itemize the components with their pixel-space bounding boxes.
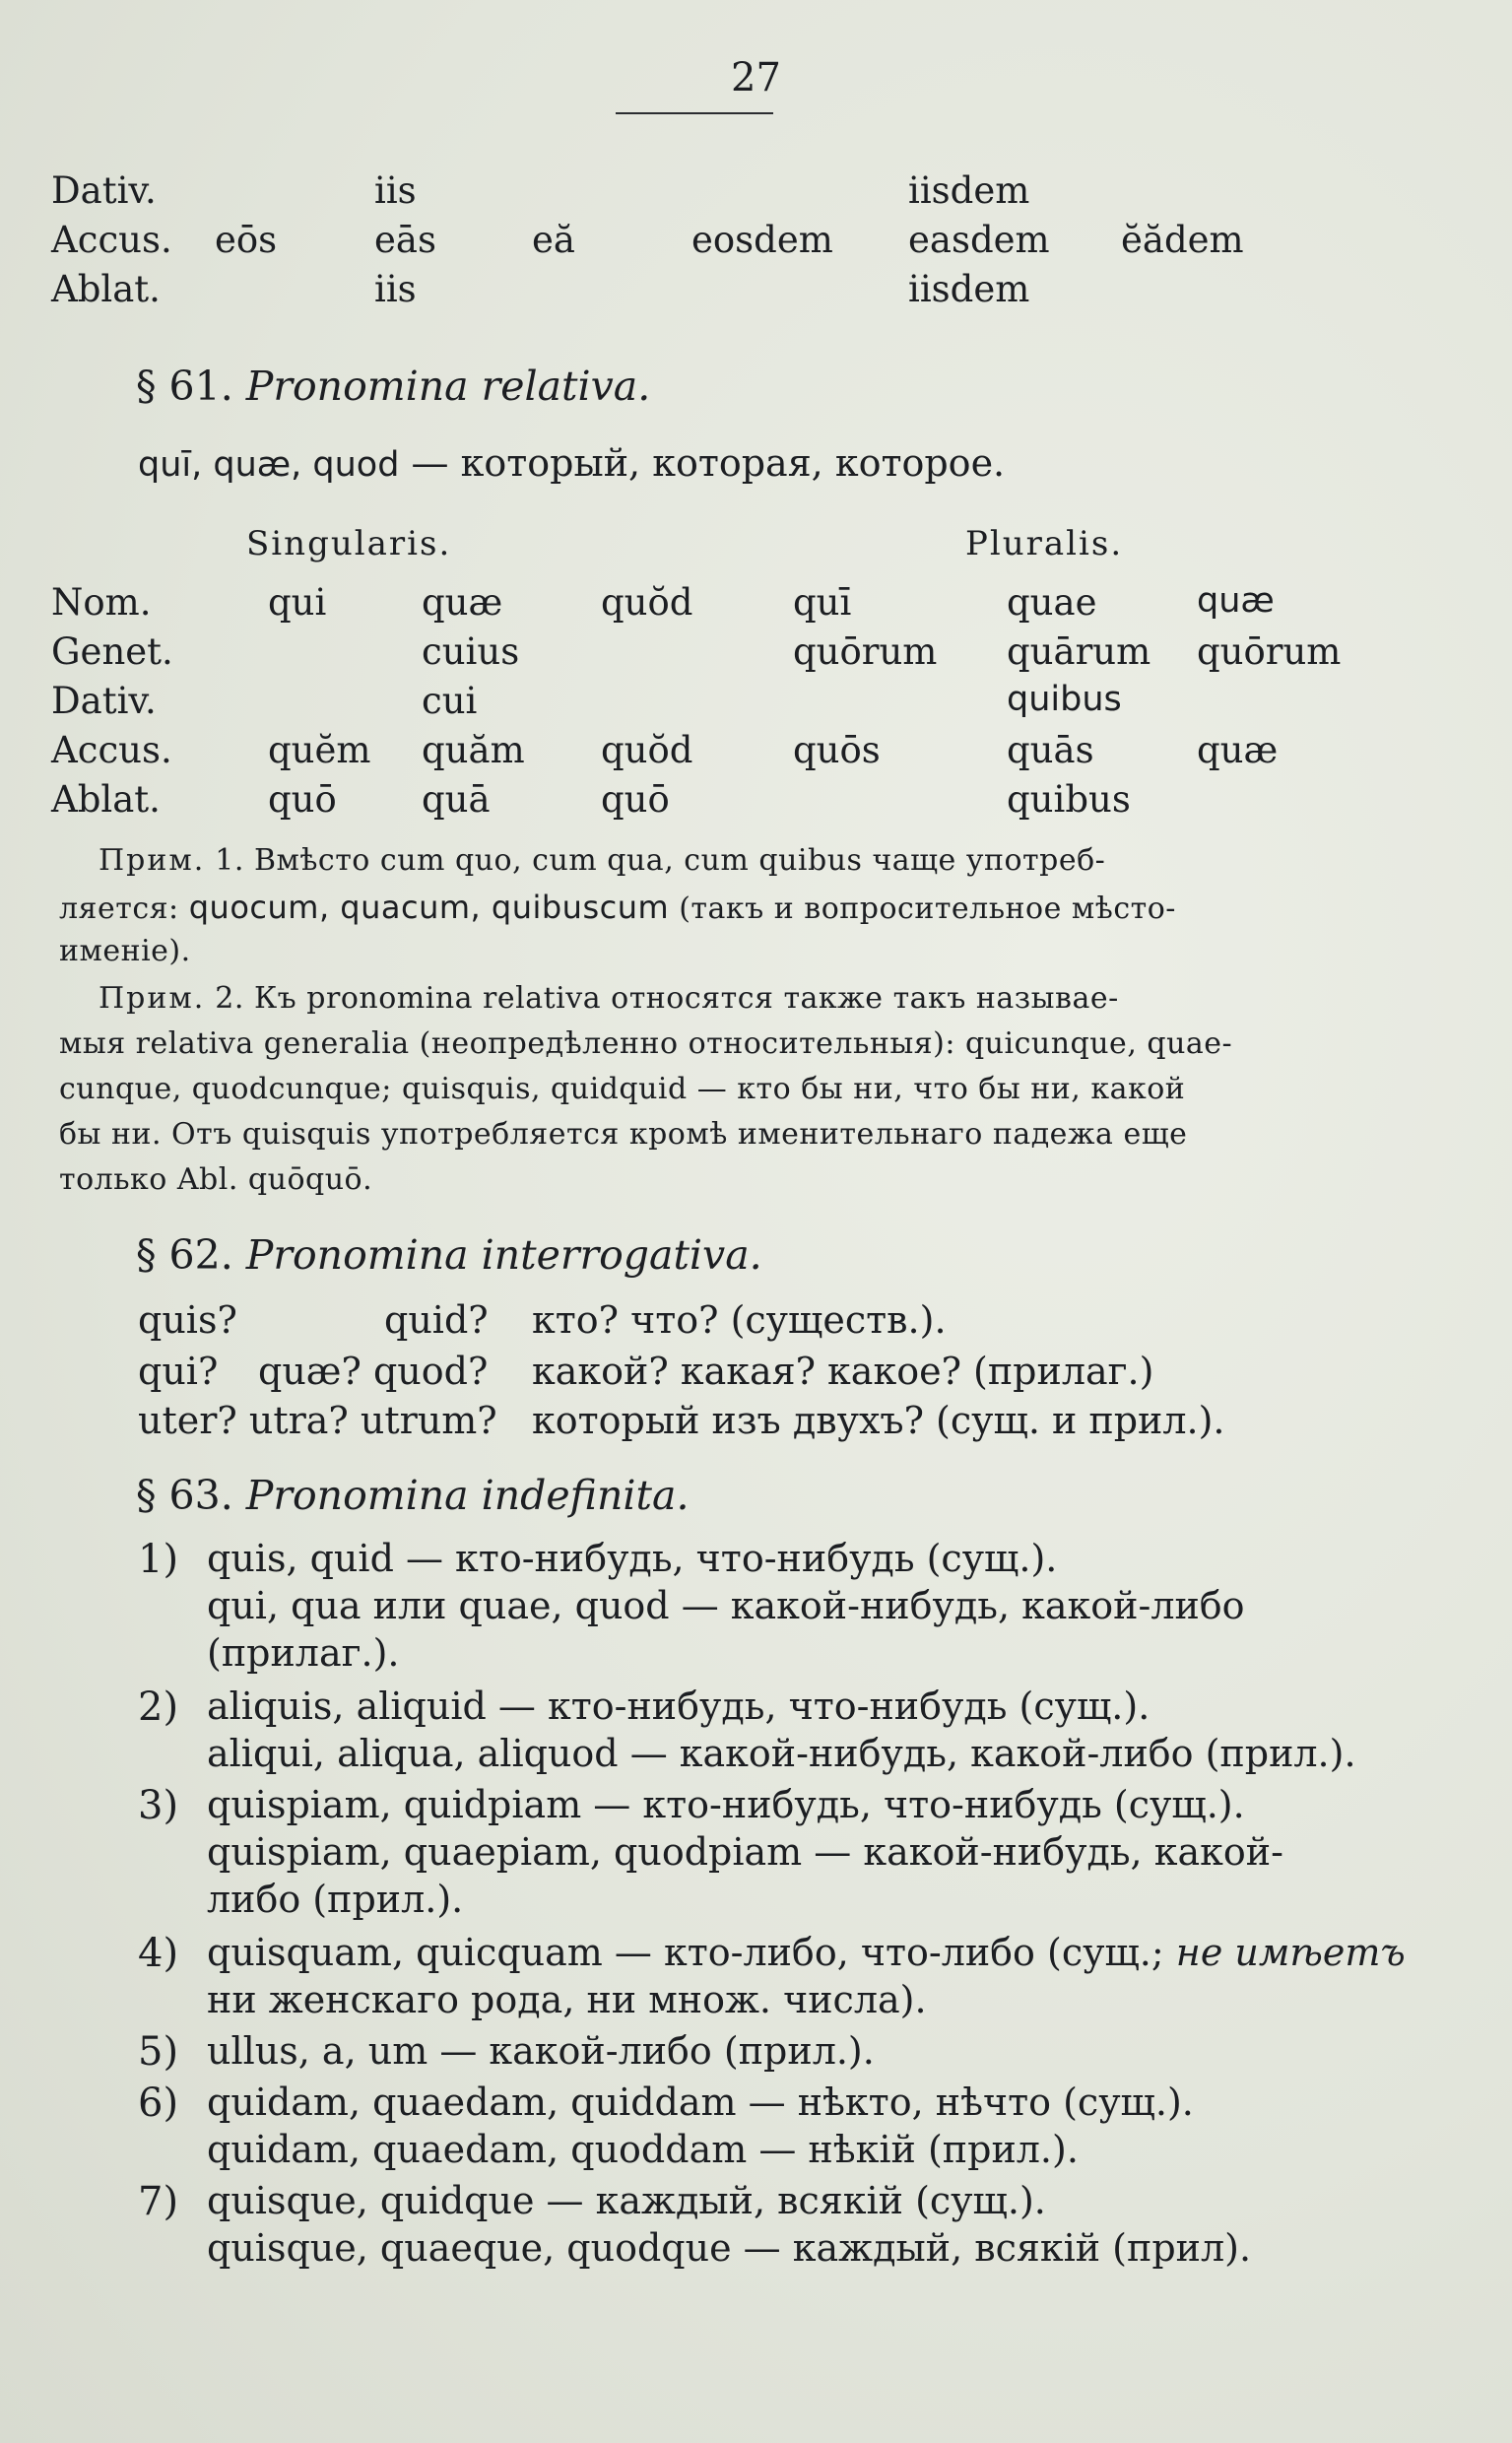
case-label: Dativ.	[51, 169, 157, 212]
table-cell: quārum	[1007, 630, 1151, 673]
latin-forms: quī, quæ, quod	[138, 445, 400, 485]
page-number: 27	[731, 55, 781, 100]
note-1	[59, 843, 1340, 979]
note-text: бы ни. Отъ quisquis употребляется кромѣ именительнаго падежа еще	[59, 1117, 1188, 1152]
note-2	[59, 981, 1340, 1208]
table-cell: quae	[1007, 581, 1097, 624]
table-cell: quō	[268, 778, 337, 821]
table-cell: quŏd	[601, 581, 693, 624]
section-number: § 63.	[136, 1472, 233, 1519]
list-number: 4)	[138, 1931, 179, 1976]
relative-forms-line	[138, 441, 1005, 485]
table-row	[0, 680, 1512, 729]
table-cell: iisdem	[908, 169, 1030, 212]
table-cell: cui	[422, 680, 478, 722]
table-cell: quæ	[1197, 581, 1275, 621]
latin-form: quis?	[138, 1298, 237, 1342]
case-label: Genet.	[51, 630, 173, 673]
table-cell: quibus	[1007, 680, 1122, 719]
table-cell: ĕădem	[1121, 219, 1244, 261]
table-cell: qui	[268, 581, 327, 624]
list-item: quispiam, quidpiam — кто-нибудь, что-нибудь (сущ.).	[207, 1783, 1245, 1826]
table-row	[0, 219, 1512, 268]
list-number: 6)	[138, 2080, 179, 2126]
table-cell: eās	[374, 219, 436, 261]
note-text: мыя relativa generalia (неопредѣленно относительныя): quicunque, quae-	[59, 1026, 1233, 1061]
latin-form: quid?	[384, 1298, 489, 1342]
section-title: Pronomina interrogativa.	[245, 1231, 762, 1279]
note-label: Прим.	[99, 981, 206, 1016]
list-number: 5)	[138, 2029, 179, 2075]
table-cell: iis	[374, 268, 417, 310]
section-title: Pronomina relativa.	[245, 363, 651, 410]
list-item: aliqui, aliqua, aliquod — какой-нибудь, какой-либо (прил.).	[207, 1732, 1356, 1775]
plural-label: Pluralis.	[965, 524, 1124, 563]
table-cell: quæ	[422, 581, 503, 624]
section-61-heading	[136, 363, 650, 410]
table-cell: iisdem	[908, 268, 1030, 310]
case-label: Dativ.	[51, 680, 157, 722]
interrogative-line: uter? utra? utrum?	[138, 1399, 497, 1442]
case-label: Accus.	[51, 219, 172, 261]
interrogative-gloss: какой? какая? какое? (прилаг.)	[532, 1350, 1154, 1393]
note-text: cunque, quodcunque; quisquis, quidquid — кто бы ни, что бы ни, какой	[59, 1072, 1186, 1106]
table-cell: quŏd	[601, 729, 693, 771]
list-item: либо (прил.).	[207, 1878, 464, 1921]
table-cell: quās	[1007, 729, 1094, 771]
case-label: Ablat.	[51, 268, 161, 310]
table-row	[0, 169, 1512, 219]
note-text: 1. Вмѣсто cum quo, cum qua, cum quibus чаще употреб-	[215, 843, 1106, 878]
list-item: quis, quid — кто-нибудь, что-нибудь (сущ.).	[207, 1537, 1058, 1580]
table-cell: quōrum	[793, 630, 938, 673]
section-number: § 62.	[136, 1231, 233, 1279]
list-item: ни женскаго рода, ни множ. числа).	[207, 1978, 927, 2021]
interrogative-line: qui?	[138, 1350, 219, 1393]
list-item-text: quisquam, quicquam — кто-либо, что-либо (сущ.;	[207, 1931, 1164, 1974]
table-cell: quōs	[793, 729, 881, 771]
note-emphasis: quocum, quacum, quibuscum	[188, 889, 670, 926]
table-cell: eosdem	[691, 219, 833, 261]
interrogative-line	[138, 1298, 237, 1342]
list-number: 1)	[138, 1537, 179, 1582]
table-cell: eă	[532, 219, 575, 261]
table-cell: quibus	[1007, 778, 1131, 821]
list-item: aliquis, aliquid — кто-нибудь, что-нибудь (сущ.).	[207, 1684, 1150, 1728]
section-62-heading	[136, 1231, 762, 1279]
list-number: 2)	[138, 1684, 179, 1730]
list-item: quispiam, quaepiam, quodpiam — какой-нибудь, какой-	[207, 1830, 1283, 1874]
list-item: quidam, quaedam, quiddam — нѣкто, нѣчто (сущ.).	[207, 2080, 1194, 2124]
interrogative-line: quæ? quod?	[258, 1350, 489, 1393]
table-cell: quĕm	[268, 729, 371, 771]
table-row	[0, 581, 1512, 630]
singular-label: Singularis.	[246, 524, 452, 563]
table-row	[0, 778, 1512, 827]
list-item: quisque, quidque — каждый, всякій (сущ.).	[207, 2179, 1046, 2222]
note-text: (такъ и вопросительное мѣсто-	[679, 891, 1176, 926]
note-text: 2. Къ pronomina relativa относятся также такъ называе-	[215, 981, 1119, 1016]
list-item: ullus, a, um — какой-либо (прил.).	[207, 2029, 875, 2073]
list-item: qui, qua или quae, quod — какой-нибудь, какой-либо	[207, 1584, 1245, 1627]
interrogative-gloss: который изъ двухъ? (сущ. и прил.).	[532, 1399, 1225, 1442]
list-number: 3)	[138, 1783, 179, 1828]
list-item: quidam, quaedam, quoddam — нѣкій (прил.).	[207, 2128, 1079, 2171]
list-item: quisque, quaeque, quodque — каждый, всякій (прил).	[207, 2226, 1252, 2270]
table-cell: easdem	[908, 219, 1050, 261]
table-cell: quā	[422, 778, 491, 821]
table-row	[0, 630, 1512, 680]
table-cell: cuius	[422, 630, 520, 673]
page-number-rule	[616, 112, 773, 114]
table-row	[0, 729, 1512, 778]
case-label: Ablat.	[51, 778, 161, 821]
russian-gloss: — который, которая, которое.	[411, 441, 1006, 485]
case-label: Nom.	[51, 581, 152, 624]
note-text: только Abl. quōquō.	[59, 1162, 373, 1197]
table-cell: quæ	[1197, 729, 1279, 771]
table-cell: iis	[374, 169, 417, 212]
interrogative-gloss: кто? что? (существ.).	[532, 1298, 947, 1342]
interrogative-line	[384, 1298, 489, 1342]
table-cell: quăm	[422, 729, 525, 771]
note-text: ляется:	[59, 891, 179, 926]
note-text: именіе).	[59, 934, 191, 968]
case-label: Accus.	[51, 729, 172, 771]
table-cell: quī	[793, 581, 852, 624]
table-cell: eōs	[215, 219, 278, 261]
list-item: (прилаг.).	[207, 1631, 400, 1675]
table-cell: quōrum	[1197, 630, 1342, 673]
section-title: Pronomina indefinita.	[245, 1472, 690, 1519]
table-row	[0, 268, 1512, 317]
list-item-italic: не имѣетъ	[1175, 1931, 1406, 1974]
section-number: § 61.	[136, 363, 233, 410]
table-cell: quō	[601, 778, 670, 821]
note-label: Прим.	[99, 843, 206, 878]
list-item	[207, 1931, 1406, 1974]
list-number: 7)	[138, 2179, 179, 2224]
section-63-heading	[136, 1472, 689, 1519]
